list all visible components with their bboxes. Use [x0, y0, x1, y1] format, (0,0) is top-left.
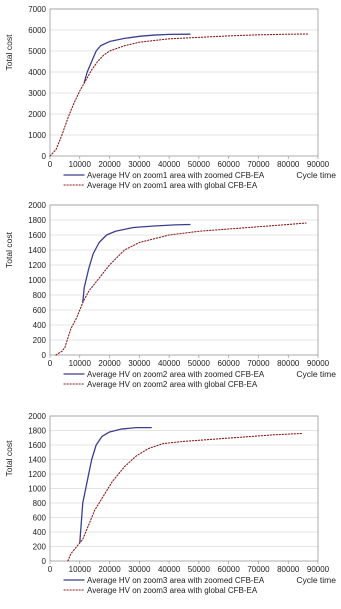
- y-tick-label: 200: [32, 542, 46, 552]
- y-tick-label: 800: [32, 291, 46, 300]
- plot-frame: [50, 9, 318, 156]
- x-tick-label: 60000: [217, 160, 240, 169]
- y-tick-label: 2000: [28, 201, 46, 210]
- y-tick-label: 5000: [28, 47, 46, 56]
- y-tick-label: 7000: [28, 5, 46, 14]
- y-axis-label: Total cost: [4, 232, 14, 268]
- y-tick-label: 200: [32, 336, 46, 345]
- y-tick-label: 400: [32, 321, 46, 330]
- x-tick-label: 90000: [306, 359, 330, 368]
- x-tick-label: 80000: [277, 359, 300, 368]
- x-tick-label: 70000: [247, 565, 270, 574]
- legend-label-2: Average HV on zoom1 area with global CFB-EA: [87, 181, 258, 190]
- chart-2: [4, 201, 336, 389]
- series-line-2: [56, 223, 306, 355]
- y-tick-label: 1400: [28, 246, 46, 255]
- legend-label-1: Average HV on zoom3 area with zoomed CFB-EA: [87, 576, 265, 585]
- x-axis-label: Cycle time: [296, 170, 336, 180]
- x-tick-label: 0: [47, 160, 53, 169]
- y-tick-label: 0: [41, 351, 46, 360]
- y-tick-label: 1200: [28, 261, 46, 270]
- y-tick-label: 1400: [28, 455, 46, 465]
- x-tick-label: 10000: [68, 359, 91, 368]
- y-tick-label: 3000: [28, 89, 46, 98]
- y-tick-label: 1000: [28, 484, 46, 494]
- x-tick-label: 20000: [98, 565, 121, 574]
- x-tick-label: 0: [47, 565, 53, 574]
- x-axis-label: Cycle time: [296, 369, 336, 379]
- chart-3: [4, 412, 336, 595]
- y-tick-label: 0: [41, 152, 46, 161]
- y-tick-label: 600: [32, 306, 46, 315]
- x-tick-label: 80000: [277, 565, 300, 574]
- y-tick-label: 1200: [28, 470, 46, 479]
- x-tick-label: 30000: [128, 565, 151, 574]
- series-line-2: [50, 34, 309, 156]
- y-tick-label: 1600: [28, 231, 46, 240]
- x-tick-label: 90000: [306, 160, 330, 169]
- series-line-1: [84, 34, 190, 82]
- y-tick-label: 800: [32, 499, 46, 508]
- x-tick-label: 40000: [157, 565, 181, 574]
- y-tick-label: 1800: [28, 426, 46, 436]
- x-tick-label: 60000: [217, 565, 240, 574]
- legend-label-1: Average HV on zoom1 area with zoomed CFB-EA: [87, 171, 265, 180]
- y-tick-label: 1800: [28, 216, 46, 225]
- x-tick-label: 20000: [98, 160, 121, 169]
- x-tick-label: 70000: [247, 160, 270, 169]
- x-tick-label: 50000: [187, 160, 211, 169]
- y-tick-label: 1600: [28, 441, 46, 450]
- chart-1: [4, 5, 336, 190]
- y-tick-label: 2000: [28, 412, 46, 421]
- y-tick-label: 1000: [28, 276, 46, 285]
- legend-label-2: Average HV on zoom3 area with global CFB-EA: [87, 586, 258, 595]
- x-tick-label: 80000: [277, 160, 300, 169]
- y-axis-label: Total cost: [4, 34, 14, 71]
- y-tick-label: 1000: [28, 131, 46, 140]
- y-axis-label: Total cost: [4, 440, 14, 477]
- x-tick-label: 20000: [98, 359, 121, 368]
- series-line-2: [68, 433, 303, 561]
- legend-label-2: Average HV on zoom2 area with global CFB-EA: [87, 380, 258, 389]
- y-tick-label: 4000: [28, 68, 46, 77]
- x-tick-label: 50000: [187, 565, 211, 574]
- x-tick-label: 30000: [128, 160, 151, 169]
- x-tick-label: 10000: [68, 160, 91, 169]
- y-tick-label: 600: [32, 513, 46, 523]
- x-tick-label: 60000: [217, 359, 240, 368]
- x-tick-label: 40000: [157, 359, 181, 368]
- y-tick-label: 0: [41, 557, 46, 566]
- x-tick-label: 10000: [68, 565, 91, 574]
- x-tick-label: 30000: [128, 359, 151, 368]
- series-line-1: [83, 225, 190, 303]
- x-tick-label: 70000: [247, 359, 270, 368]
- x-tick-label: 0: [47, 359, 53, 368]
- y-tick-label: 2000: [28, 110, 46, 119]
- x-axis-label: Cycle time: [296, 575, 336, 585]
- legend-label-1: Average HV on zoom2 area with zoomed CFB-EA: [87, 370, 265, 379]
- y-tick-label: 400: [32, 528, 46, 537]
- y-tick-label: 6000: [28, 26, 46, 35]
- x-tick-label: 50000: [187, 359, 211, 368]
- x-tick-label: 90000: [306, 565, 330, 574]
- x-tick-label: 40000: [157, 160, 181, 169]
